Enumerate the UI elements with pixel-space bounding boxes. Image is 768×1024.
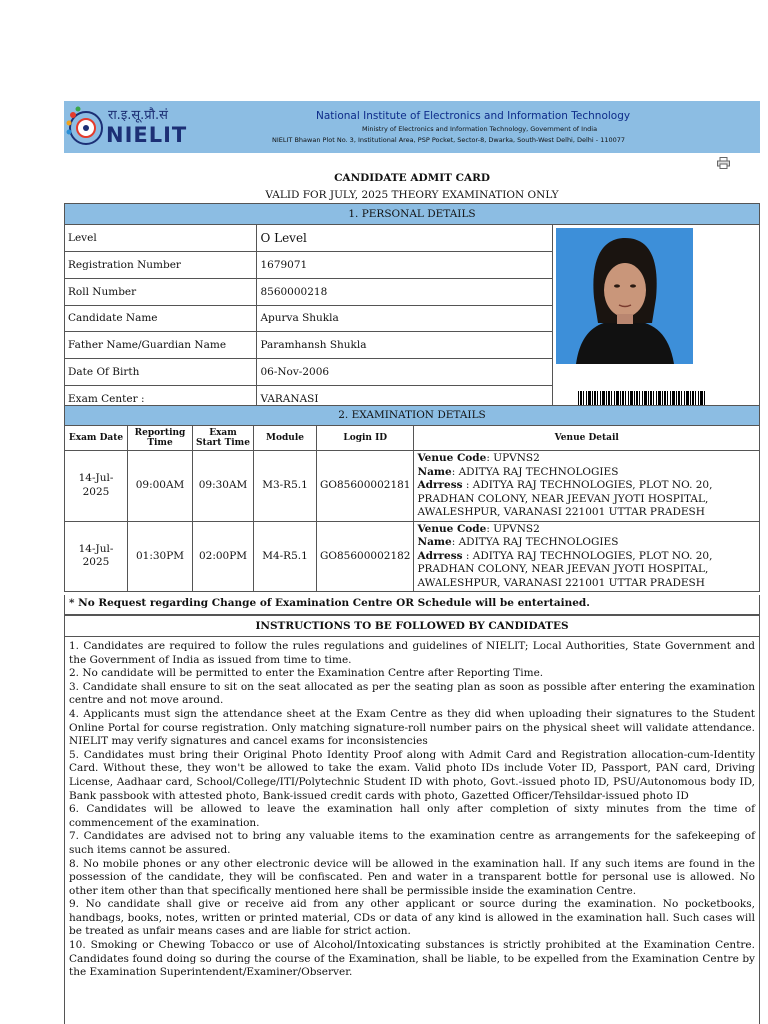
- exam-details-table: [64, 405, 760, 592]
- venue-address: : ADITYA RAJ TECHNOLOGIES, PLOT NO. 20, PRADHAN COLONY, NEAR JEEVAN JYOTI HOSPITAL, AWALESHPUR, VARANASI 221001 UTTAR PRADESH: [417, 549, 713, 589]
- table-row: [65, 451, 760, 522]
- venue-code-label: Venue Code: [417, 452, 487, 464]
- father-name-value: Paramhansh Shukla: [257, 332, 553, 359]
- level-label: Level: [65, 225, 257, 252]
- father-name-label: Father Name/Guardian Name: [65, 332, 257, 359]
- instructions-heading: INSTRUCTIONS TO BE FOLLOWED BY CANDIDATES: [64, 615, 760, 637]
- instruction-item: 6. Candidates will be allowed to leave the examination hall only after completion of sixty minutes from the time of commencement of the examination.: [69, 803, 755, 829]
- instruction-item: 3. Candidate shall ensure to sit on the seat allocated as per the seating plan as soon as possible after entering the examination centre and not move around.: [69, 680, 755, 707]
- candidate-name-value: Apurva Shukla: [257, 305, 553, 332]
- roll-number-label: Roll Number: [65, 278, 257, 305]
- exam-start-time: 09:30AM: [193, 451, 254, 522]
- instruction-item: 8. No mobile phones or any other electronic device will be allowed in the examination hall. If any such items are found in the possession of the candidate, they will be confiscated. Pen and water in a transparent bottle for personal use is allowed. No other item other than that specifically mentioned here shall be permissible inside the examination Centre.: [69, 857, 755, 897]
- card-title: CANDIDATE ADMIT CARD: [334, 172, 490, 184]
- col-reporting-time: Reporting Time: [128, 426, 193, 451]
- venue-code: : UPVNS2: [486, 452, 540, 464]
- col-exam-date: Exam Date: [65, 426, 128, 451]
- instructions-list: [64, 637, 760, 1024]
- instruction-item: 9. No candidate shall give or receive aid from any other applicant or source during the examination. No pocketbooks, handbags, books, notes, written or printed material, CDs or data of any kind is allowed in the examination hall. Such cases will be treated as unfair means cases and are liable for strict action.: [69, 898, 755, 938]
- module: M4-R5.1: [254, 521, 317, 592]
- org-ministry: Ministry of Electronics and Information Technology, Government of India: [362, 125, 598, 133]
- print-icon[interactable]: [717, 154, 730, 166]
- registration-number-label: Registration Number: [65, 251, 257, 278]
- venue-detail: [414, 521, 760, 592]
- exam-table-header: [65, 426, 760, 451]
- reporting-time: 01:30PM: [128, 521, 193, 592]
- col-venue-detail: Venue Detail: [414, 426, 760, 451]
- venue-code: : UPVNS2: [486, 522, 540, 535]
- card-subtitle: VALID FOR JULY, 2025 THEORY EXAMINATION ONLY: [265, 189, 559, 201]
- col-exam-start-time: Exam Start Time: [193, 426, 254, 451]
- login-id: GO85600002182: [317, 521, 414, 592]
- date-of-birth-value: 06-Nov-2006: [257, 359, 553, 386]
- personal-details-heading: 1. PERSONAL DETAILS: [65, 204, 760, 225]
- table-row: [65, 225, 760, 252]
- instruction-item: 7. Candidates are advised not to bring any valuable items to the examination centre as arrangements for the safekeeping of such items cannot be assured.: [69, 830, 755, 856]
- venue-address-label: Adrress: [417, 549, 463, 562]
- instruction-item: 2. No candidate will be permitted to enter the Examination Centre after Reporting Time.: [69, 667, 544, 680]
- nielit-logo: [64, 101, 188, 153]
- reporting-time: 09:00AM: [128, 451, 193, 522]
- col-login-id: Login ID: [317, 426, 414, 451]
- venue-address-label: Adrress: [417, 479, 463, 491]
- col-module: Module: [254, 426, 317, 451]
- venue-detail: [414, 451, 760, 522]
- date-of-birth-label: Date Of Birth: [65, 359, 257, 386]
- level-value: O Level: [257, 225, 553, 252]
- nielit-logo-icon: [64, 101, 108, 153]
- instruction-item: 1. Candidates are required to follow the rules regulations and guidelines of NIELIT; Local Authorities, State Government and the Government of India as issued from time to time.: [69, 640, 755, 666]
- logo-hindi-text: रा.इ.सू.प्रौ.सं: [108, 108, 168, 123]
- login-id: GO85600002181: [317, 451, 414, 522]
- candidate-photo: [556, 228, 693, 364]
- photo-cell: [553, 225, 760, 413]
- exam-center-label: Exam Center :: [65, 386, 257, 413]
- header-banner: [64, 101, 760, 153]
- module: M3-R5.1: [254, 451, 317, 522]
- venue-address: : ADITYA RAJ TECHNOLOGIES, PLOT NO. 20, PRADHAN COLONY, NEAR JEEVAN JYOTI HOSPITAL, AWALESHPUR, VARANASI 221001 UTTAR PRADESH: [417, 479, 713, 518]
- venue-code-label: Venue Code: [417, 522, 487, 535]
- instruction-item: 4. Applicants must sign the attendance sheet at the Exam Centre as they did when uploading their signatures to the Student Online Portal for course registration. Only matching signature-roll number pairs on the physical sheet will validate attendance. NIELIT may verify signatures and cancel exams for inconsistencies: [69, 707, 755, 748]
- venue-name-label: Name: [417, 465, 452, 478]
- schedule-change-note: * No Request regarding Change of Examination Centre OR Schedule will be entertained.: [64, 595, 760, 615]
- registration-number-value: 1679071: [257, 251, 553, 278]
- instruction-item: 5. Candidates must bring their Original Photo Identity Proof along with Admit Card and Registration allocation-cum-Identity Card. Without these, they won't be allowed to take the exam. Valid photo IDs include Voter ID, Passport, PAN card, Driving License, Aadhaar card, School/College/ITI/Polytechnic Student ID with photo, Govt.-issued photo ID, PSU/Autonomous body ID, Bank passbook with attested photo, Bank-issued credit cards with photo, Gazetted Officer/Tehsildar-issued photo ID: [69, 748, 755, 802]
- exam-date: 14-Jul-2025: [65, 451, 128, 522]
- logo-text: NIELIT: [106, 123, 188, 147]
- personal-details-table: [64, 203, 760, 413]
- exam-date: 14-Jul-2025: [65, 521, 128, 592]
- roll-number-value: 8560000218: [257, 278, 553, 305]
- org-name: National Institute of Electronics and Information Technology: [316, 110, 631, 122]
- venue-name-label: Name: [417, 536, 452, 548]
- exam-details-heading: 2. EXAMINATION DETAILS: [65, 406, 760, 426]
- venue-name: : ADITYA RAJ TECHNOLOGIES: [451, 536, 619, 548]
- instruction-item: 10. Smoking or Chewing Tobacco or use of Alcohol/Intoxicating substances is strictly prohibited at the Examination Centre. Candidates found doing so during the course of the Examination, shall be liable, to be expelled from the Examination Centre by the Examination Superintendent/Examiner/Observer.: [69, 939, 755, 979]
- exam-start-time: 02:00PM: [193, 521, 254, 592]
- exam-center-value: VARANASI: [257, 386, 553, 413]
- org-address: NIELIT Bhawan Plot No. 3, Institutional Area, PSP Pocket, Sector-8, Dwarka, South-West Delhi, Delhi - 110077: [272, 136, 626, 144]
- candidate-name-label: Candidate Name: [65, 305, 257, 332]
- table-row: [65, 521, 760, 592]
- venue-name: : ADITYA RAJ TECHNOLOGIES: [451, 465, 619, 478]
